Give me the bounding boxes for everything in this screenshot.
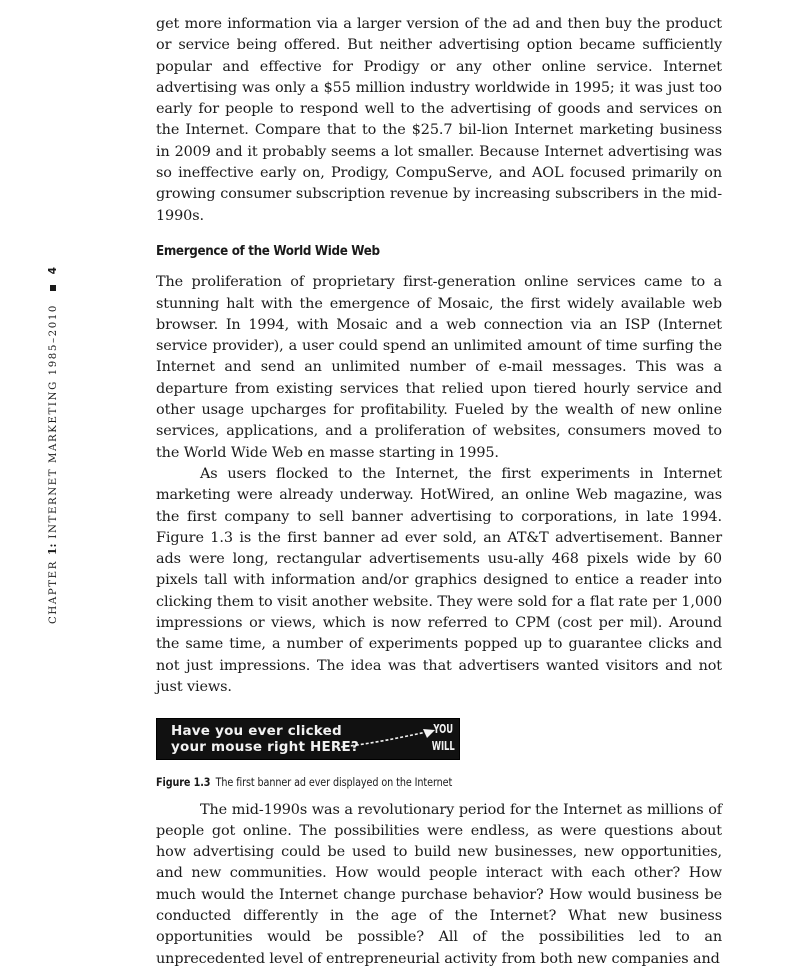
paragraph-continued: get more information via a larger version of the ad and then buy the product or service being offered. But neither advertising option became sufficiently popular and effective for Prodigy or any other online service. Internet advertising was only a $55 million industry worldwide in 1995; it was just too early for people to respond well to the advertising of goods and services on the Internet. Compare that to the $25.7 bil-lion Internet marketing business in 2009 and it probably seems a lot smaller. Because Internet advertising was so ineffective early on, Prodigy, CompuServe, and AOL focused primarily on growing consumer subscription revenue by increasing subscribers in the mid-1990s.	[156, 16, 722, 224]
banner-ad-image	[156, 718, 460, 760]
section-paragraph-1: The proliferation of proprietary first-generation online services came to a stunning halt with the emergence of Mosaic, the first widely available web browser. In 1994, with Mosaic and a web connection via an ISP (Internet service provider), a user could spend an unlimited amount of time surfing the Internet and send an unlimited number of e-mail messages. This was a departure from existing services that relied upon tiered hourly service and other usage upcharges for profitability. Fueled by the wealth of new online services, applications, and a proliferation of websites, consumers moved to the World Wide Web en masse starting in 1995.	[156, 274, 722, 461]
running-head-chapter-word: CHAPTER	[48, 560, 59, 624]
paragraph-after-figure: The mid-1990s was a revolutionary period for the Internet as millions of people got online. The possibilities were endless, as were questions about how advertising could be used to build new businesses, new opportunities, and new communities. How would people interact with each other? How much would the Internet change purchase behavior? How would business be conducted differently in the age of the Internet? What new business opportunities would be possible? All of the possibilities led to an unprecedented level of entrepreneurial activity from both new companies and	[156, 801, 722, 967]
banner-text-line-1: Have you ever clicked	[171, 723, 342, 740]
banner-side-text	[432, 721, 455, 755]
body-text-column	[156, 14, 722, 970]
running-head-chapter-number: 1:	[46, 543, 59, 556]
figure-caption-text: The first banner ad ever displayed on the Internet	[215, 776, 453, 790]
section-heading: Emergence of the World Wide Web	[156, 242, 380, 259]
figure-caption	[156, 772, 643, 793]
figure-caption-label: Figure 1.3	[156, 776, 211, 790]
banner-text-line-2: your mouse right HERE?	[171, 739, 359, 756]
banner-side-line-1: YOU	[433, 722, 454, 737]
arrow-icon	[339, 728, 439, 750]
running-head-separator	[50, 285, 56, 291]
figure-1-3	[156, 718, 722, 793]
running-head-chapter-title: INTERNET MARKETING 1985–2010	[48, 304, 59, 539]
banner-side-line-2: WILL	[432, 739, 455, 754]
running-head	[46, 267, 59, 624]
section-paragraph-2: As users flocked to the Internet, the first experiments in Internet marketing were already underway. HotWired, an online Web magazine, was the first company to sell banner advertising to corporations, in late 1994. Figure 1.3 is the first banner ad ever sold, an AT&T advertisement. Banner ads were long, rectangular advertisements usu-ally 468 pixels wide by 60 pixels tall with information and/or graphics designed to entice a reader into clicking them to visit another website. They were sold for a flat rate per 1,000 impressions or views, which is now referred to CPM (cost per mil). Around the same time, a number of experiments popped up to guarantee clicks and not just impressions. The idea was that advertisers wanted visitors and not just views.	[156, 465, 722, 695]
page-number: 4	[47, 267, 59, 275]
